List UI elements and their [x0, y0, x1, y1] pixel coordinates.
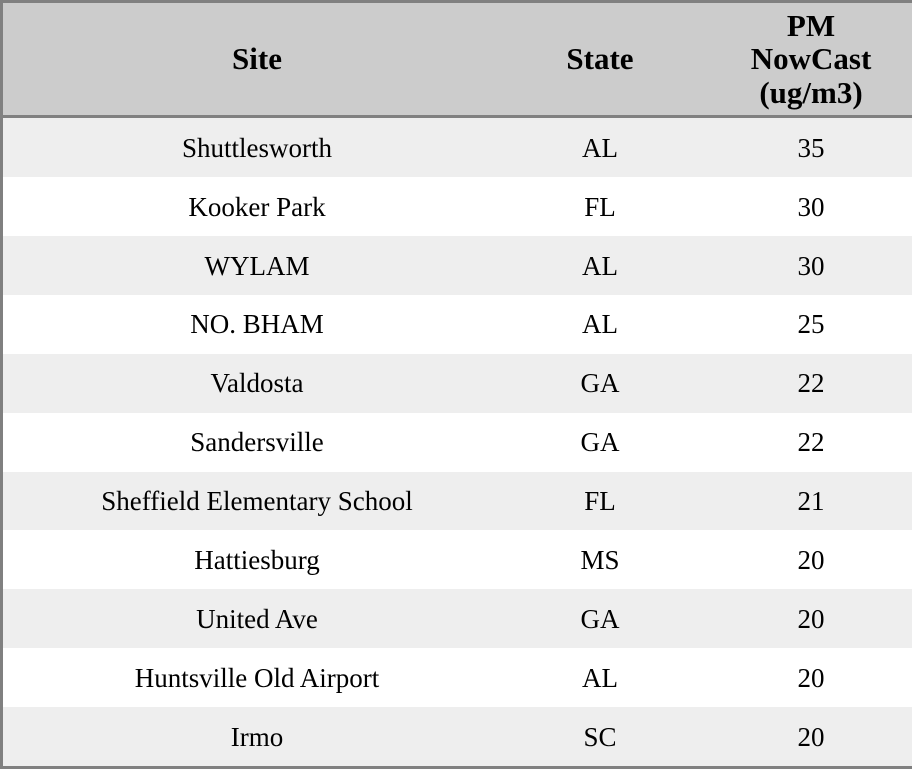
cell-state: FL: [584, 486, 616, 517]
table-row: [3, 177, 912, 236]
table-row: [3, 530, 912, 589]
cell-state: AL: [582, 309, 618, 340]
table-header: [3, 3, 912, 117]
cell-pm-nowcast: 35: [797, 132, 825, 163]
table-row: [3, 707, 912, 766]
cell-state: GA: [580, 427, 620, 458]
cell-state: AL: [582, 662, 618, 693]
cell-state: SC: [583, 721, 617, 752]
column-header-state-label: State: [566, 41, 634, 77]
cell-state: AL: [582, 132, 618, 163]
cell-state: MS: [580, 544, 620, 575]
cell-site: United Ave: [196, 603, 318, 634]
cell-site: Hattiesburg: [194, 544, 320, 575]
cell-pm-nowcast: 20: [797, 721, 825, 752]
pm-nowcast-table: [3, 3, 912, 766]
column-header-site-label: Site: [232, 41, 282, 77]
cell-site: Irmo: [230, 721, 284, 752]
cell-pm-nowcast: 22: [797, 368, 825, 399]
cell-site: NO. BHAM: [190, 309, 324, 340]
column-header-pm-nowcast-line1: PM: [786, 8, 836, 43]
cell-site: Sheffield Elementary School: [101, 486, 413, 517]
cell-pm-nowcast: 30: [797, 191, 825, 222]
table-row: [3, 117, 912, 177]
cell-state: GA: [580, 368, 620, 399]
cell-pm-nowcast: 20: [797, 662, 825, 693]
table-row: [3, 413, 912, 472]
cell-site: Shuttlesworth: [181, 132, 332, 163]
cell-pm-nowcast: 25: [797, 309, 825, 340]
column-header-state: [511, 3, 689, 117]
table-row: [3, 295, 912, 354]
column-header-site: [3, 3, 511, 117]
table-row: [3, 648, 912, 707]
table-row: [3, 236, 912, 295]
cell-pm-nowcast: 22: [797, 427, 825, 458]
cell-pm-nowcast: 20: [797, 603, 825, 634]
cell-pm-nowcast: 20: [797, 544, 825, 575]
cell-site: WYLAM: [204, 250, 310, 281]
cell-state: AL: [582, 250, 618, 281]
table-row: [3, 354, 912, 413]
cell-site: Sandersville: [190, 427, 324, 458]
cell-site: Huntsville Old Airport: [134, 662, 380, 693]
table-body: [3, 117, 912, 766]
cell-pm-nowcast: 30: [797, 250, 825, 281]
column-header-pm-nowcast: [689, 3, 912, 117]
column-header-pm-nowcast-line3: (ug/m3): [759, 74, 863, 110]
cell-state: FL: [584, 191, 616, 222]
cell-state: GA: [580, 603, 620, 634]
table-row: [3, 589, 912, 648]
table-row: [3, 472, 912, 531]
cell-pm-nowcast: 21: [797, 486, 825, 517]
table-header-row: [3, 3, 912, 117]
cell-site: Valdosta: [210, 368, 304, 399]
cell-site: Kooker Park: [188, 191, 326, 222]
column-header-pm-nowcast-line2: NowCast: [750, 41, 872, 77]
